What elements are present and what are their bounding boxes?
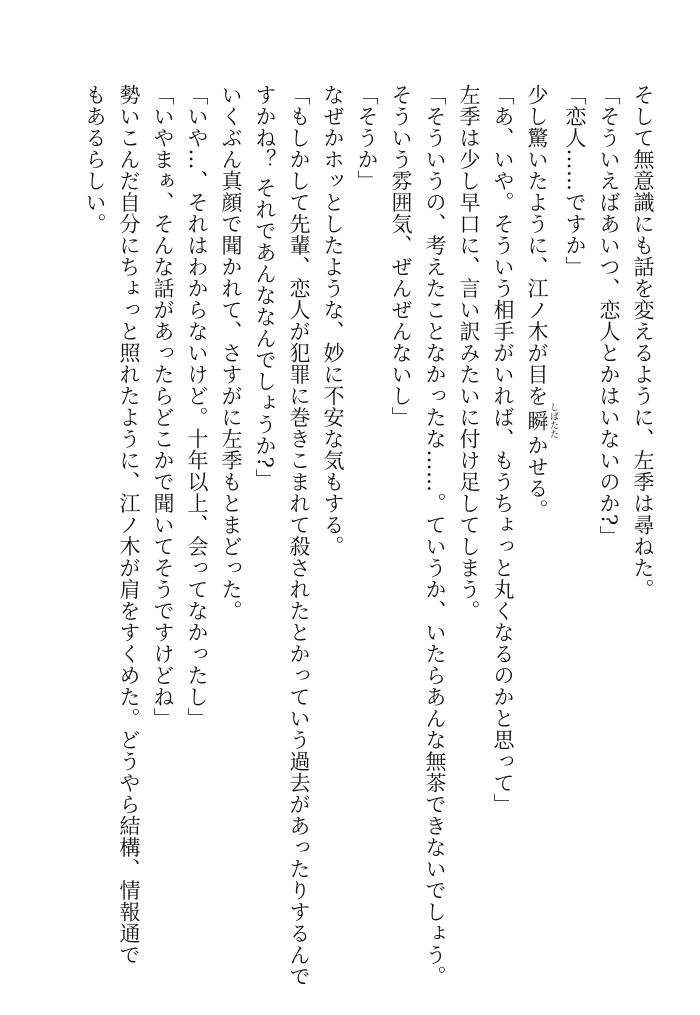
text-line-3: 「恋人……ですか」 xyxy=(563,84,587,278)
text-line-8: そういう雰囲気、ぜんぜんないし」 xyxy=(389,84,413,428)
text-line-17: もあるらしい。 xyxy=(83,84,107,235)
text-line-6: 左季は少し早口に、言い訳みたいに付け足してしまう。 xyxy=(457,84,481,622)
text-line-7: 「そういうの、考えたことなかったな……。ていうか、いたらあんな無茶できないでしょう。 xyxy=(423,84,447,987)
text-line-11: 「もしかして先輩、恋人が犯罪に巻きこまれて殺されたとかっていう過去があったりするんで xyxy=(287,84,311,987)
text-line-5: 「あ、いや。そういう相手がいれば、もうちょっと丸くなるのかと思って」 xyxy=(491,84,515,815)
text-line-2: 「そういえばあいつ、恋人とかはいないのか?」 xyxy=(597,84,621,548)
text-line-15: 「いやまぁ、そんな話があったらどこかで聞いてそうですけどね」 xyxy=(151,84,175,729)
novel-text-block xyxy=(78,84,660,987)
text-line-4-after: かせる。 xyxy=(525,434,549,521)
text-line-14: 「いや…、それはわからないけど。十年以上、会ってなかったし」 xyxy=(185,84,209,729)
text-line-16: 勢いこんだ自分にちょっと照れたように、江ノ木が肩をすくめた。どうやら結構、情報通で xyxy=(117,84,141,966)
text-line-10: なぜかホッとしたような、妙に不安な気もする。 xyxy=(321,84,345,557)
ruby-reading: しばたた xyxy=(548,402,558,439)
text-line-1: そして無意識にも話を変えるように、左季は尋ねた。 xyxy=(631,84,655,600)
text-line-4 xyxy=(520,84,558,964)
text-line-9: 「そうか」 xyxy=(355,84,379,192)
text-line-12: すかね？ それであんななんでしょうか?」 xyxy=(253,84,277,490)
ruby-base: 瞬 xyxy=(525,402,549,439)
ruby-word xyxy=(525,402,558,439)
text-line-13: いくぶん真顔で聞かれて、さすがに左季もとまどった。 xyxy=(219,84,243,622)
text-line-4-before: 少し驚いたように、江ノ木が目を xyxy=(525,84,549,407)
